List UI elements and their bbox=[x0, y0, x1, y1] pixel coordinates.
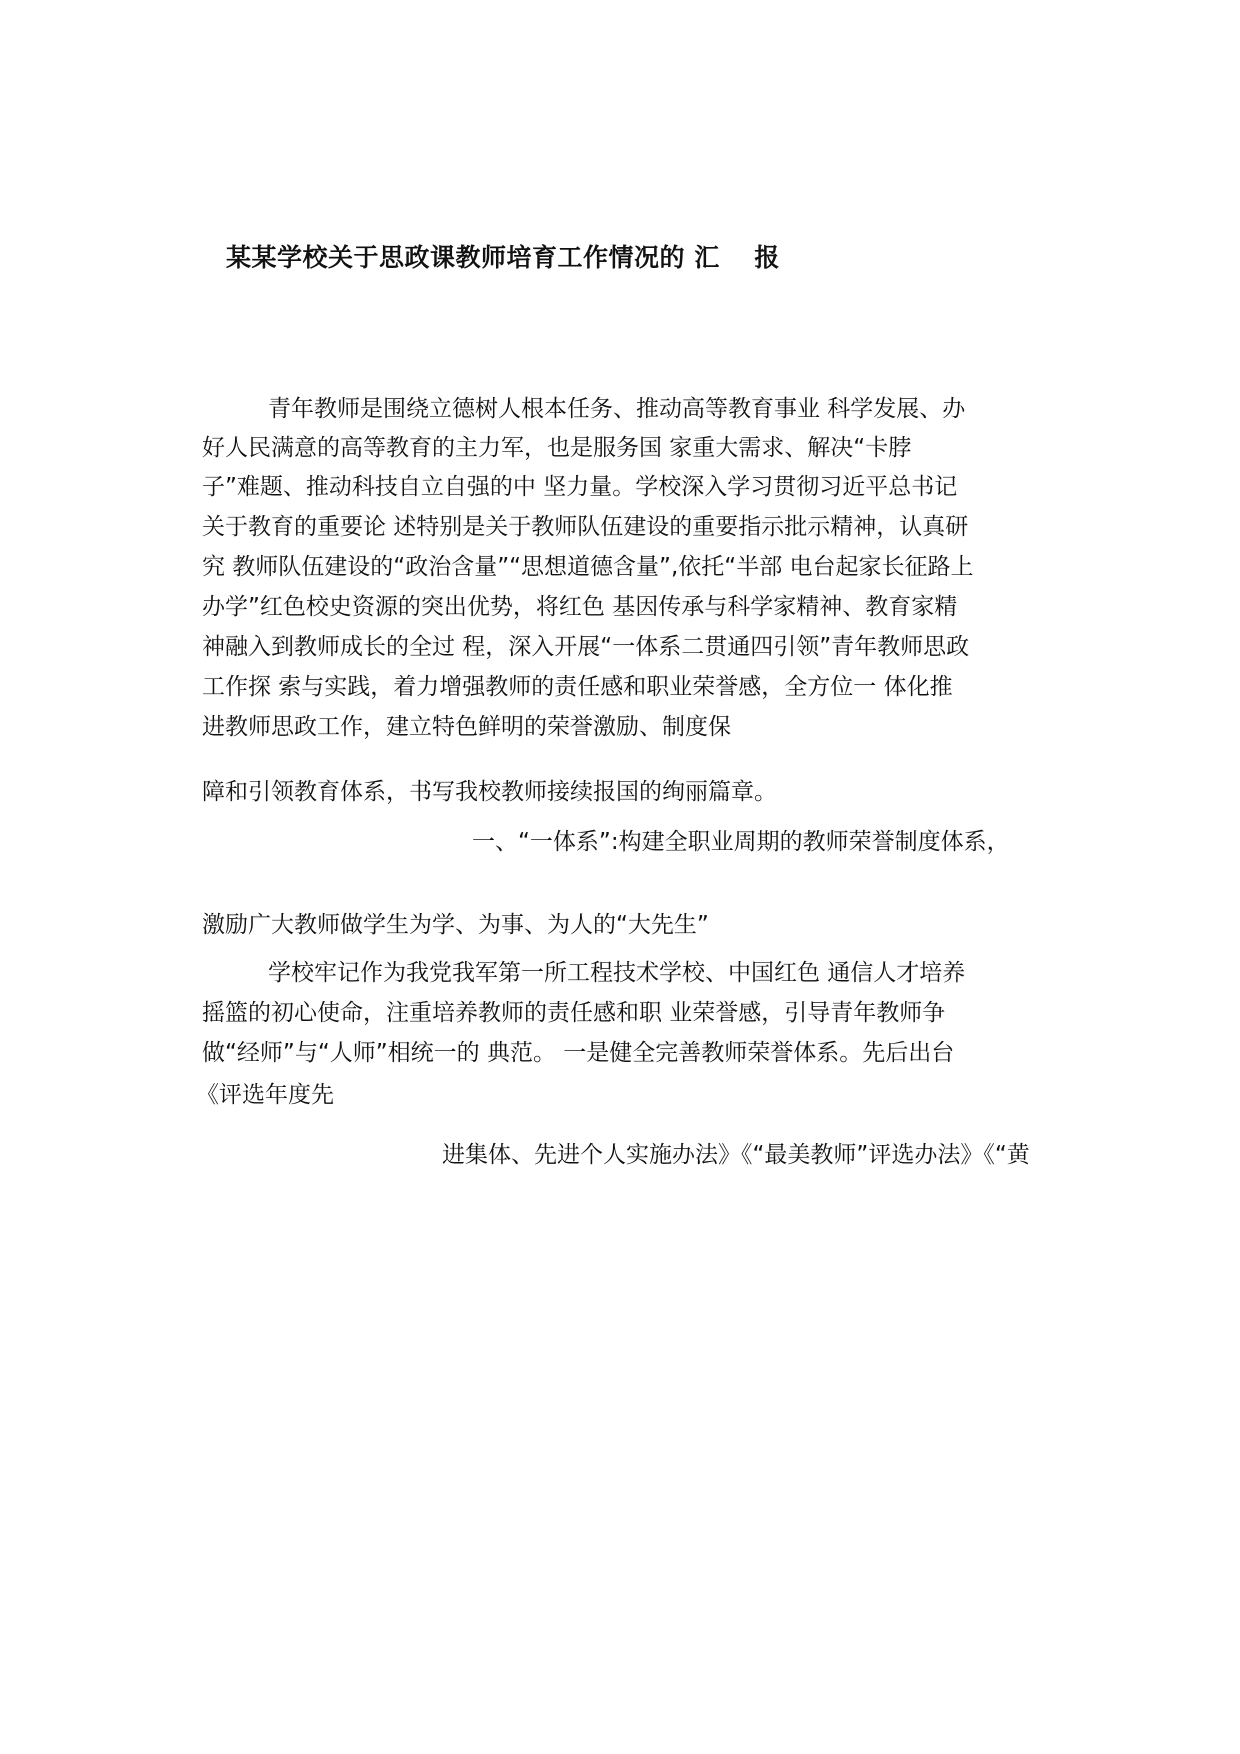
paragraph-line: 学校牢记作为我党我军第一所工程技术学校、中国红色 通信人才培养 bbox=[268, 960, 966, 986]
section-heading-continuation: 激励广大教师做学生为学、为事、为人的“大先生” bbox=[202, 912, 709, 938]
document-title: 某某学校关于思政课教师培育工作情况的 汇 报 bbox=[226, 243, 780, 272]
paragraph-line: 工作探 索与实践，着力增强教师的责任感和职业荣誉感，全方位一 体化推 bbox=[202, 674, 953, 700]
section-heading: 一、“一体系”:构建全职业周期的教师荣誉制度体系， bbox=[472, 829, 1010, 855]
paragraph-line: 好人民满意的高等教育的主力军，也是服务国 家重大需求、解决“卡脖 bbox=[202, 435, 912, 461]
paragraph-line: 青年教师是围绕立德树人根本任务、推动高等教育事业 科学发展、办 bbox=[268, 396, 966, 422]
paragraph-line: 子”难题、推动科技自立自强的中 坚力量。学校深入学习贯彻习近平总书记 bbox=[202, 474, 958, 500]
paragraph-line: 《评选年度先 bbox=[196, 1082, 334, 1108]
paragraph-line: 神融入到教师成长的全过 程，深入开展“一体系二贯通四引领”青年教师思政 bbox=[202, 634, 970, 660]
paragraph-line: 进教师思政工作，建立特色鲜明的荣誉激励、制度保 bbox=[202, 714, 731, 740]
paragraph-line: 办学”红色校史资源的突出优势，将红色 基因传承与科学家精神、教育家精 bbox=[202, 594, 958, 620]
paragraph-line: 摇篮的初心使命，注重培养教师的责任感和职 业荣誉感，引导青年教师争 bbox=[202, 1000, 946, 1026]
paragraph-line: 究 教师队伍建设的“政治含量”“思想道德含量”,依托“半部 电台起家长征路上 bbox=[202, 554, 974, 580]
paragraph-line: 关于教育的重要论 述特别是关于教师队伍建设的重要指示批示精神，认真研 bbox=[202, 514, 969, 540]
paragraph-continuation-line: 进集体、先进个人实施办法》《“最美教师”评选办法》《“黄 bbox=[442, 1142, 1030, 1168]
paragraph-end-line: 障和引领教育体系，书写我校教师接续报国的绚丽篇章。 bbox=[202, 779, 777, 805]
paragraph-line: 做“经师”与“人师”相统一的 典范。 一是健全完善教师荣誉体系。先后出台 bbox=[202, 1040, 955, 1066]
